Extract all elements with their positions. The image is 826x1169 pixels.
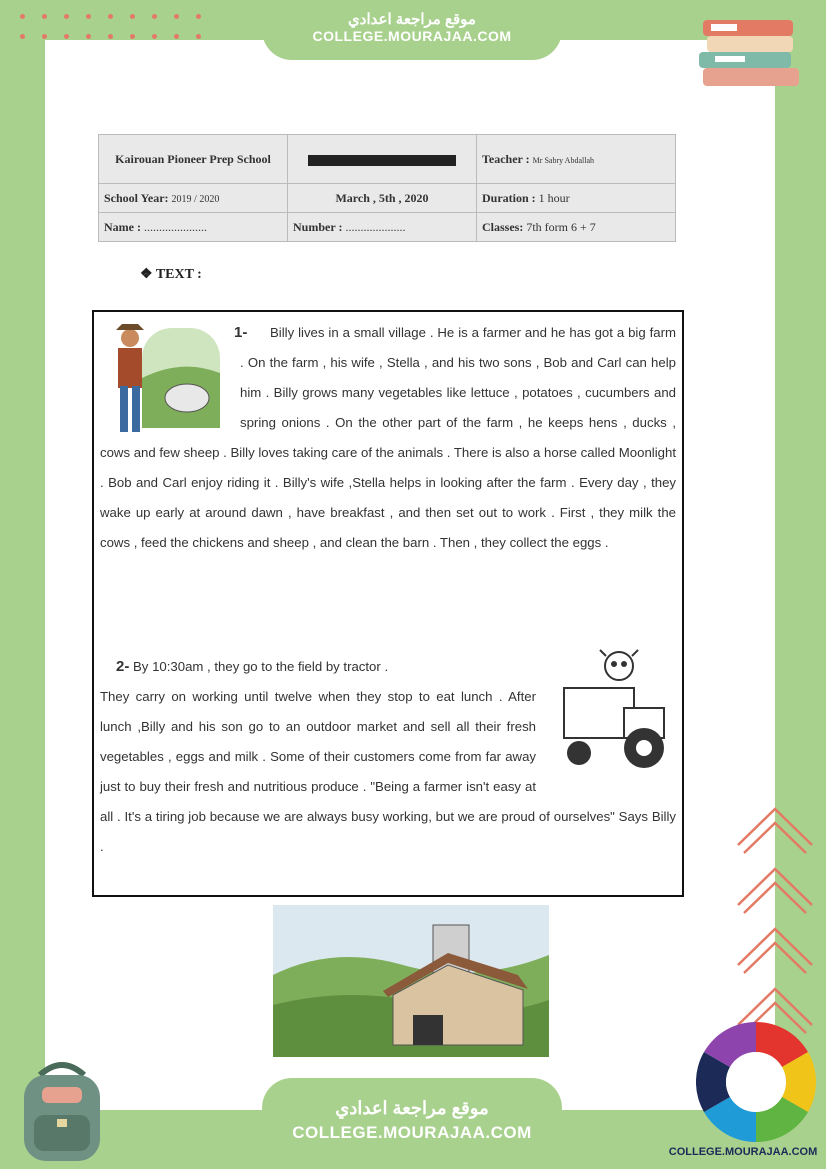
paragraph-1-text: Billy lives in a small village . He is a farmer and he has got a big farm . On the farm , his wife , Stella , and his two sons , Bob and Carl can help him . Billy grows many vegetables like lettuce , potatoes , cucumbers and spring onions . On the other part of the farm , he keeps hens , ducks , cows and few sheep . Billy loves taking care of the animals . There is also a horse called Moonlight . Bob and Carl enjoy riding it . Billy's wife ,Stella helps in looking after the farm . Every day , they wake up early at around dawn , have breakfast , and then set out to work . First , they milk the cows , feed the chickens and sheep , and clean the barn . Then , they collect the eggs . xyxy=(100,325,676,550)
logo-caption[interactable]: COLLEGE.MOURAJAA.COM xyxy=(668,1146,818,1158)
paragraph-2-first-line xyxy=(116,652,546,682)
site-arabic-name: موقع مراجعة اعدادي xyxy=(348,11,476,28)
number-label: Number : xyxy=(293,219,343,234)
text-section-heading: ❖ TEXT : xyxy=(140,267,202,282)
name-label: Name : xyxy=(104,219,141,234)
reading-passage-box xyxy=(92,310,684,897)
text-section-label: TEXT : xyxy=(155,267,202,282)
farm-illustration xyxy=(273,905,549,1057)
number-blank: .................... xyxy=(345,219,406,234)
site-banner-top[interactable] xyxy=(262,0,562,60)
number-cell xyxy=(288,213,477,242)
teacher-value: Mr Sabry Abdallah xyxy=(532,155,594,165)
duration-label: Duration : xyxy=(482,190,536,205)
school-name: Kairouan Pioneer Prep School xyxy=(99,135,288,184)
test-title-redacted: ENGLISH FULL TERM TEST N°2 xyxy=(309,154,455,166)
header-table xyxy=(98,134,676,242)
image-float-spacer-2 xyxy=(536,682,676,802)
paragraph-2-first-text: By 10:30am , they go to the field by tractor . xyxy=(133,659,389,674)
paragraph-2 xyxy=(100,682,676,862)
site-banner-bottom[interactable] xyxy=(262,1078,562,1169)
year-label: School Year: xyxy=(104,190,169,205)
paragraph-2-text: They carry on working until twelve when they stop to eat lunch . After lunch ,Billy and his son go to an outdoor market and sell all their fresh vegetables , eggs and milk . Some of their customers come from far away just to buy their fresh and nutritious produce . "Being a farmer isn't easy at all . It's a tiring job because we are always busy working, but we are proud of ourselves" Says Billy . xyxy=(100,689,676,854)
books-icon xyxy=(695,12,805,92)
image-float-spacer xyxy=(100,318,240,438)
teacher-cell xyxy=(477,135,676,184)
backpack-icon xyxy=(10,1055,115,1165)
duration-value: 1 hour xyxy=(538,190,570,205)
teacher-label: Teacher : xyxy=(482,151,530,166)
duration-cell xyxy=(477,184,676,213)
site-url-bottom[interactable]: COLLEGE.MOURAJAA.COM xyxy=(292,1123,532,1142)
name-blank: ..................... xyxy=(143,219,207,234)
paragraph-2-number: 2- xyxy=(116,658,130,675)
logo-wheel-icon xyxy=(696,1022,816,1142)
paragraph-1-number: 1- xyxy=(234,324,248,341)
site-arabic-name-bottom: موقع مراجعة اعدادي xyxy=(335,1098,489,1118)
classes-cell xyxy=(477,213,676,242)
test-date: March , 5th , 2020 xyxy=(288,184,477,213)
year-value: 2019 / 2020 xyxy=(171,193,220,205)
classes-value: 7th form 6 + 7 xyxy=(526,219,596,234)
name-cell xyxy=(99,213,288,242)
year-cell xyxy=(99,184,288,213)
chevron-up-icon xyxy=(730,795,820,1035)
site-url[interactable]: COLLEGE.MOURAJAA.COM xyxy=(312,28,512,44)
test-title xyxy=(288,135,477,184)
paragraph-1 xyxy=(100,318,676,558)
classes-label: Classes: xyxy=(482,219,524,234)
